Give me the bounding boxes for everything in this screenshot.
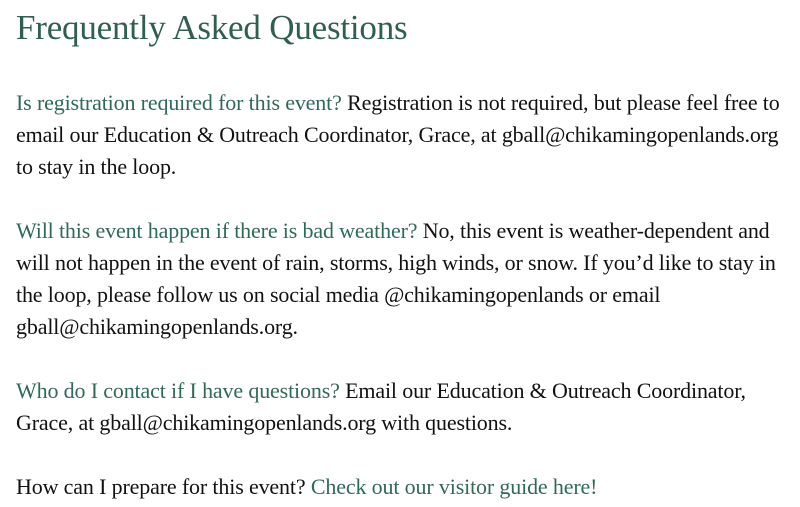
faq-item-prepare — [16, 471, 784, 503]
visitor-guide-link[interactable]: Check out our visitor guide here! — [310, 474, 598, 499]
faq-answer: Email our Education & Outreach Coordinator, Grace, at gball@chikamingopenlands.org with questions. — [16, 378, 746, 435]
page-title: Frequently Asked Questions — [16, 8, 408, 47]
faq-item-contact — [16, 375, 784, 439]
faq-list — [16, 87, 784, 503]
faq-question: Is registration required for this event? — [16, 90, 342, 115]
faq-question: Who do I contact if I have questions? — [16, 378, 340, 403]
faq-item-registration — [16, 87, 784, 183]
faq-question: Will this event happen if there is bad weather? — [16, 218, 418, 243]
faq-answer: Registration is not required, but please feel free to email our Education & Outreach Coordinator, Grace, at gball@chikamingopenlands.org to stay in the loop. — [16, 90, 780, 179]
faq-answer: No, this event is weather-dependent and will not happen in the event of rain, storms, high winds, or snow. If you’d like to stay in the loop, please follow us on social media @chikamingopenlands or email gball@chikamingopenlands.org. — [16, 218, 776, 339]
faq-question: How can I prepare for this event? — [16, 474, 306, 499]
faq-item-weather — [16, 215, 784, 343]
